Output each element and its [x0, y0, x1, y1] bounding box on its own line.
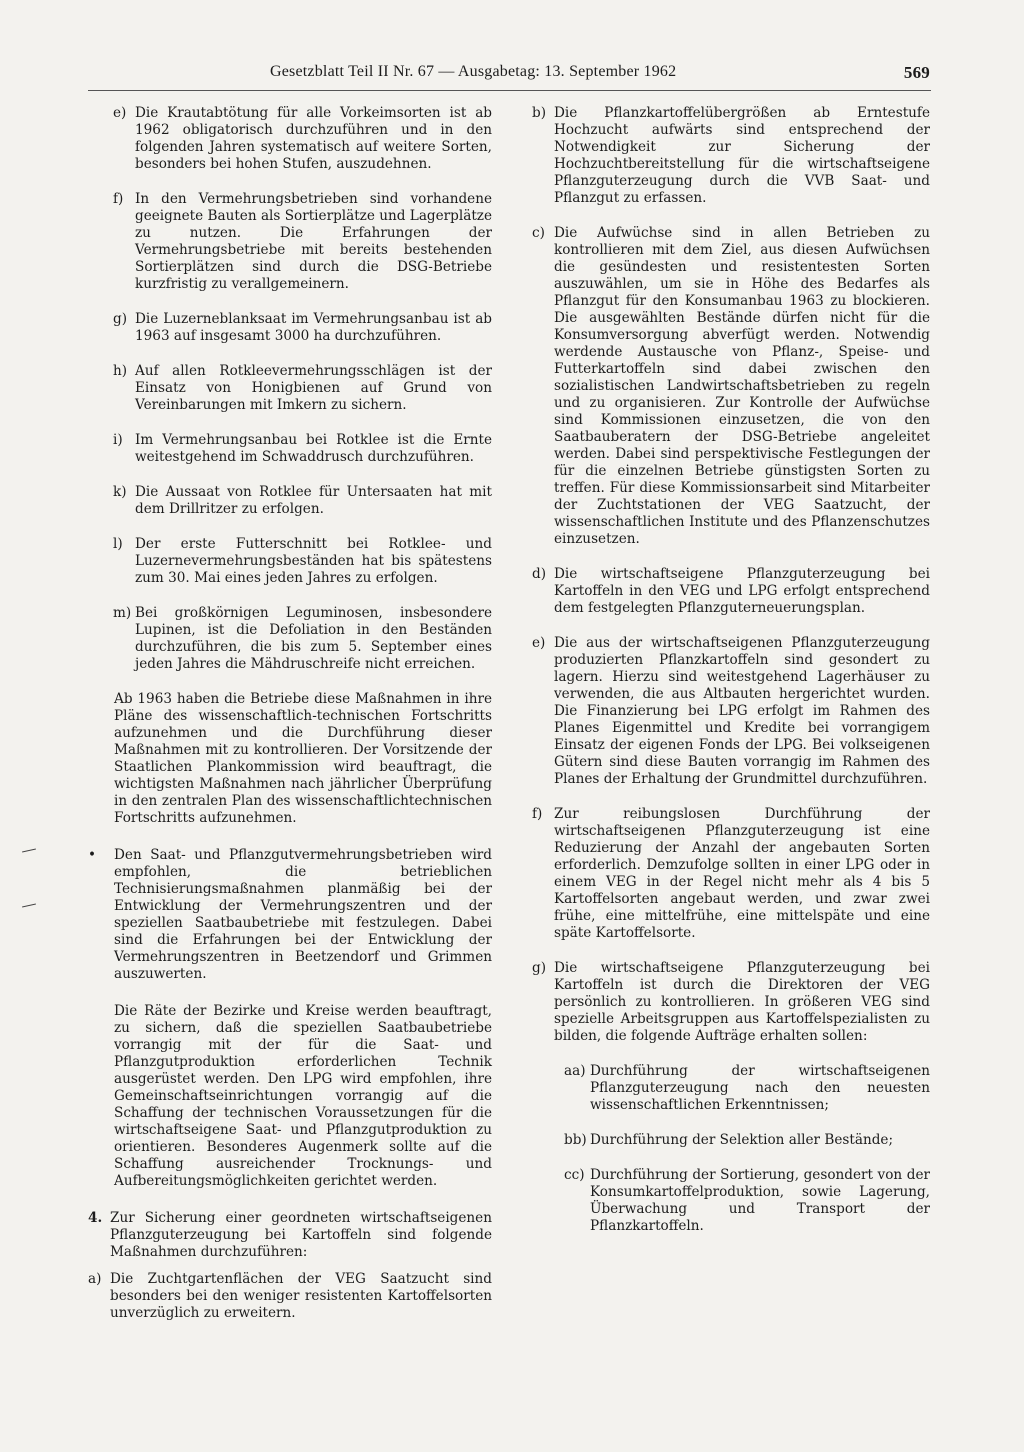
item-marker: i) — [113, 432, 123, 448]
item-text: Durchführung der Sortierung, gesondert von der Konsumkartoffelproduktion, sowie Lagerung, Überwachung und Transport der Pflanzkartoffeln. — [590, 1167, 930, 1234]
list-item — [88, 363, 492, 414]
item-marker: a) — [88, 1271, 102, 1287]
margin-mark — [22, 904, 36, 908]
list-item — [528, 806, 930, 942]
item-marker: b) — [532, 105, 547, 121]
item-marker: f) — [532, 806, 543, 822]
item-text: Durchführung der wirtschaftseigenen Pflanzguterzeugung nach den neuesten wissenschaftlichen Erkenntnissen; — [590, 1063, 930, 1113]
item-marker: m) — [113, 605, 132, 621]
item-text: Auf allen Rotkleevermehrungsschlägen ist der Einsatz von Honigbienen auf Grund von Vereinbarungen mit Imkern zu sichern. — [135, 363, 492, 413]
list-item — [88, 432, 492, 466]
sub-list-item — [528, 1063, 930, 1114]
item-marker: bb) — [564, 1132, 587, 1148]
item-marker: f) — [113, 191, 124, 207]
item-text: Die Aussaat von Rotklee für Untersaaten hat mit dem Drillritzer zu erfolgen. — [135, 484, 492, 517]
list-item — [88, 105, 492, 173]
item-number: 4. — [88, 1210, 103, 1226]
sub-list-item — [528, 1167, 930, 1235]
item-text: Die wirtschaftseigene Pflanzguterzeugung bei Kartoffeln ist durch die Direktoren der VEG persönlich zu kontrollieren. In größeren VEG sind spezielle Arbeitsgruppen aus Kartoffelspezialisten zu bilden, die folgende Aufträge erhalten sollen: — [554, 960, 930, 1044]
margin-mark — [22, 849, 36, 853]
item-marker: g) — [532, 960, 547, 976]
item-marker: e) — [113, 105, 127, 121]
list-item — [528, 960, 930, 1045]
item-marker: d) — [532, 566, 547, 582]
paragraph: Die Räte der Bezirke und Kreise werden beauftragt, zu sichern, daß die speziellen Saatbaubetriebe vorrangig mit der für die Saat- und Pflanzgutproduktion erforderlichen Technik ausgerüstet werden. Den LPG wird empfohlen, ihre Gemeinschaftseinrichtungen vorrangig auf die Schaffung der technischen Voraussetzungen für die wirtschaftseigene Saat- und Pflanzgutproduktion zu orientieren. Besonderes Augenmerk sollte auf die Schaffung ausreichender Trocknungs- und Aufbereitungsmöglichkeiten gerichtet werden. — [114, 1003, 492, 1189]
sub-list-item — [528, 1132, 930, 1149]
page-number: 569 — [903, 63, 930, 82]
item-text: In den Vermehrungsbetrieben sind vorhandene geeignete Bauten als Sortierplätze und Lagerplätze zu nutzen. Die Erfahrungen der Vermehrungsbetriebe mit bereits bestehenden Sortierplätzen sind durch die DSG-Betriebe kurzfristig zu verallgemeinern. — [135, 191, 492, 292]
list-item — [528, 225, 930, 548]
paragraph: Ab 1963 haben die Betriebe diese Maßnahmen in ihre Pläne des wissenschaftlich-technischen Fortschritts aufzunehmen und die Durchführung dieser Maßnahmen mit zu kontrollieren. Der Vorsitzende der Staatlichen Plankommission wird beauftragt, die wichtigsten Maßnahmen nach jährlicher Überprüfung in den zentralen Plan des wissenschaftlichtechnischen Fortschritts aufzunehmen. — [114, 691, 492, 826]
item-text: Durchführung der Selektion aller Bestände; — [590, 1132, 894, 1148]
item-marker: k) — [113, 484, 127, 500]
list-item — [528, 635, 930, 788]
item-marker: aa) — [564, 1063, 586, 1079]
bulleted-paragraph — [88, 847, 492, 983]
list-item — [88, 311, 492, 345]
paragraph-text: Den Saat- und Pflanzgutvermehrungsbetrieben wird empfohlen, die betrieblichen Technisierungsmaßnahmen planmäßig bei der Entwicklung der Vermehrungszentren und der speziellen Saatbaubetriebe mit festzulegen. Dabei sind die Erfahrungen bei der Entwicklung der Vermehrungszentren in Beetzendorf und Grimmen auszuwerten. — [114, 847, 492, 982]
item-text: Bei großkörnigen Leguminosen, insbesondere Lupinen, ist die Defoliation in den Beständen durchzuführen, die bis zum 5. September eines jeden Jahres die Mähdruschreife nicht erreichen. — [135, 605, 492, 672]
item-text: Im Vermehrungsanbau bei Rotklee ist die Ernte weitestgehend im Schwaddrusch durchzuführen. — [135, 432, 492, 465]
header-rule — [88, 90, 931, 91]
left-column — [88, 105, 492, 1340]
item-marker: l) — [113, 536, 123, 552]
item-text: Die wirtschaftseigene Pflanzguterzeugung bei Kartoffeln in den VEG und LPG erfolgt entsprechend dem festgelegten Pflanzguterneuerungsplan. — [554, 566, 930, 616]
header-title: Gesetzblatt Teil II Nr. 67 — Ausgabetag: 13. September 1962 — [270, 63, 677, 80]
item-text: Die Pflanzkartoffelübergrößen ab Erntestufe Hochzucht aufwärts sind entsprechend der Notwendigkeit zur Sicherung der Hochzuchtbereitstellung für die wirtschaftseigene Pflanzguterzeugung durch die VVB Saat- und Pflanzgut zu erfassen. — [554, 105, 930, 206]
list-item — [88, 605, 492, 673]
item-text: Die Zuchtgartenflächen der VEG Saatzucht sind besonders bei den weniger resistenten Kartoffelsorten unverzüglich zu erweitern. — [110, 1271, 492, 1321]
item-marker: cc) — [564, 1167, 585, 1183]
list-item — [88, 191, 492, 293]
item-text: Die Aufwüchse sind in allen Betrieben zu kontrollieren mit dem Ziel, aus diesen Aufwüchsen die gesündesten und resistentesten Sorten auszuwählen, um sie in Höhe des Bedarfes als Pflanzgut für den Konsumanbau 1963 zu blockieren. Die ausgewählten Bestände dürfen nicht für die Konsumversorgung abverfügt werden. Notwendig werdende Austausche von Pflanz-, Speise- und Futterkartoffeln sind dabei zwischen den sozialistischen Landwirtschaftsbetrieben zu regeln und zu organisieren. Zur Kontrolle der Aufwüchse sind Kommissionen einzusetzen, die von den Saatbauberatern der DSG-Betriebe angeleitet werden. Dabei sind perspektivische Festlegungen der für die einzelnen Betriebe günstigsten Sorten zu treffen. Für diese Kommissionsarbeit sind Mitarbeiter der Zuchtstationen der VEG Saatzucht, der wissenschaftlichen Institute und des Pflanzenschutzes einzusetzen. — [554, 225, 930, 547]
list-item — [88, 536, 492, 587]
item-marker: g) — [113, 311, 128, 327]
item-text: Zur Sicherung einer geordneten wirtschaftseigenen Pflanzguterzeugung bei Kartoffeln sind folgende Maßnahmen durchzuführen: — [110, 1210, 492, 1260]
item-marker: h) — [113, 363, 128, 379]
list-item — [88, 484, 492, 518]
list-item — [88, 1271, 492, 1322]
list-item — [528, 105, 930, 207]
item-text: Zur reibungslosen Durchführung der wirtschaftseigenen Pflanzguterzeugung ist eine Reduzierung der Anzahl der angebauten Sorten erforderlich. Demzufolge sollten in einer LPG oder in einem VEG in der Regel nicht mehr als 4 bis 5 Kartoffelsorten angebaut werden, und zwar zwei frühe, eine mittelfrühe, eine mittelspäte und eine späte Kartoffelsorte. — [554, 806, 930, 941]
item-text: Die Luzerneblanksaat im Vermehrungsanbau ist ab 1963 auf insgesamt 3000 ha durchzuführen. — [135, 311, 492, 344]
page-header — [270, 63, 930, 81]
item-marker: e) — [532, 635, 546, 651]
list-item — [528, 566, 930, 617]
numbered-item — [88, 1210, 492, 1261]
item-text: Die Krautabtötung für alle Vorkeimsorten ist ab 1962 obligatorisch durchzuführen und in den folgenden Jahren systematisch auf weitere Sorten, besonders bei hohen Stufen, auszudehnen. — [135, 105, 492, 172]
item-text: Die aus der wirtschaftseigenen Pflanzguterzeugung produzierten Pflanzkartoffeln sind gesondert zu lagern. Hierzu sind weitestgehend Lagerhäuser zu verwenden, die aus Altbauten hergerichtet wurden. Die Finanzierung bei LPG erfolgt im Rahmen des Planes Eigenmittel und Kredite bei vorrangigem Einsatz der eigenen Fonds der LPG. Bei volkseigenen Gütern sind diese Bauten vorrangig im Rahmen des Planes der Erhaltung der Grundmittel durchzuführen. — [554, 635, 930, 787]
item-text: Der erste Futterschnitt bei Rotklee- und Luzernevermehrungsbeständen hat bis spätestens zum 30. Mai eines jeden Jahres zu erfolgen. — [135, 536, 492, 586]
bullet-marker: • — [88, 847, 97, 863]
right-column — [528, 105, 930, 1253]
item-marker: c) — [532, 225, 545, 241]
